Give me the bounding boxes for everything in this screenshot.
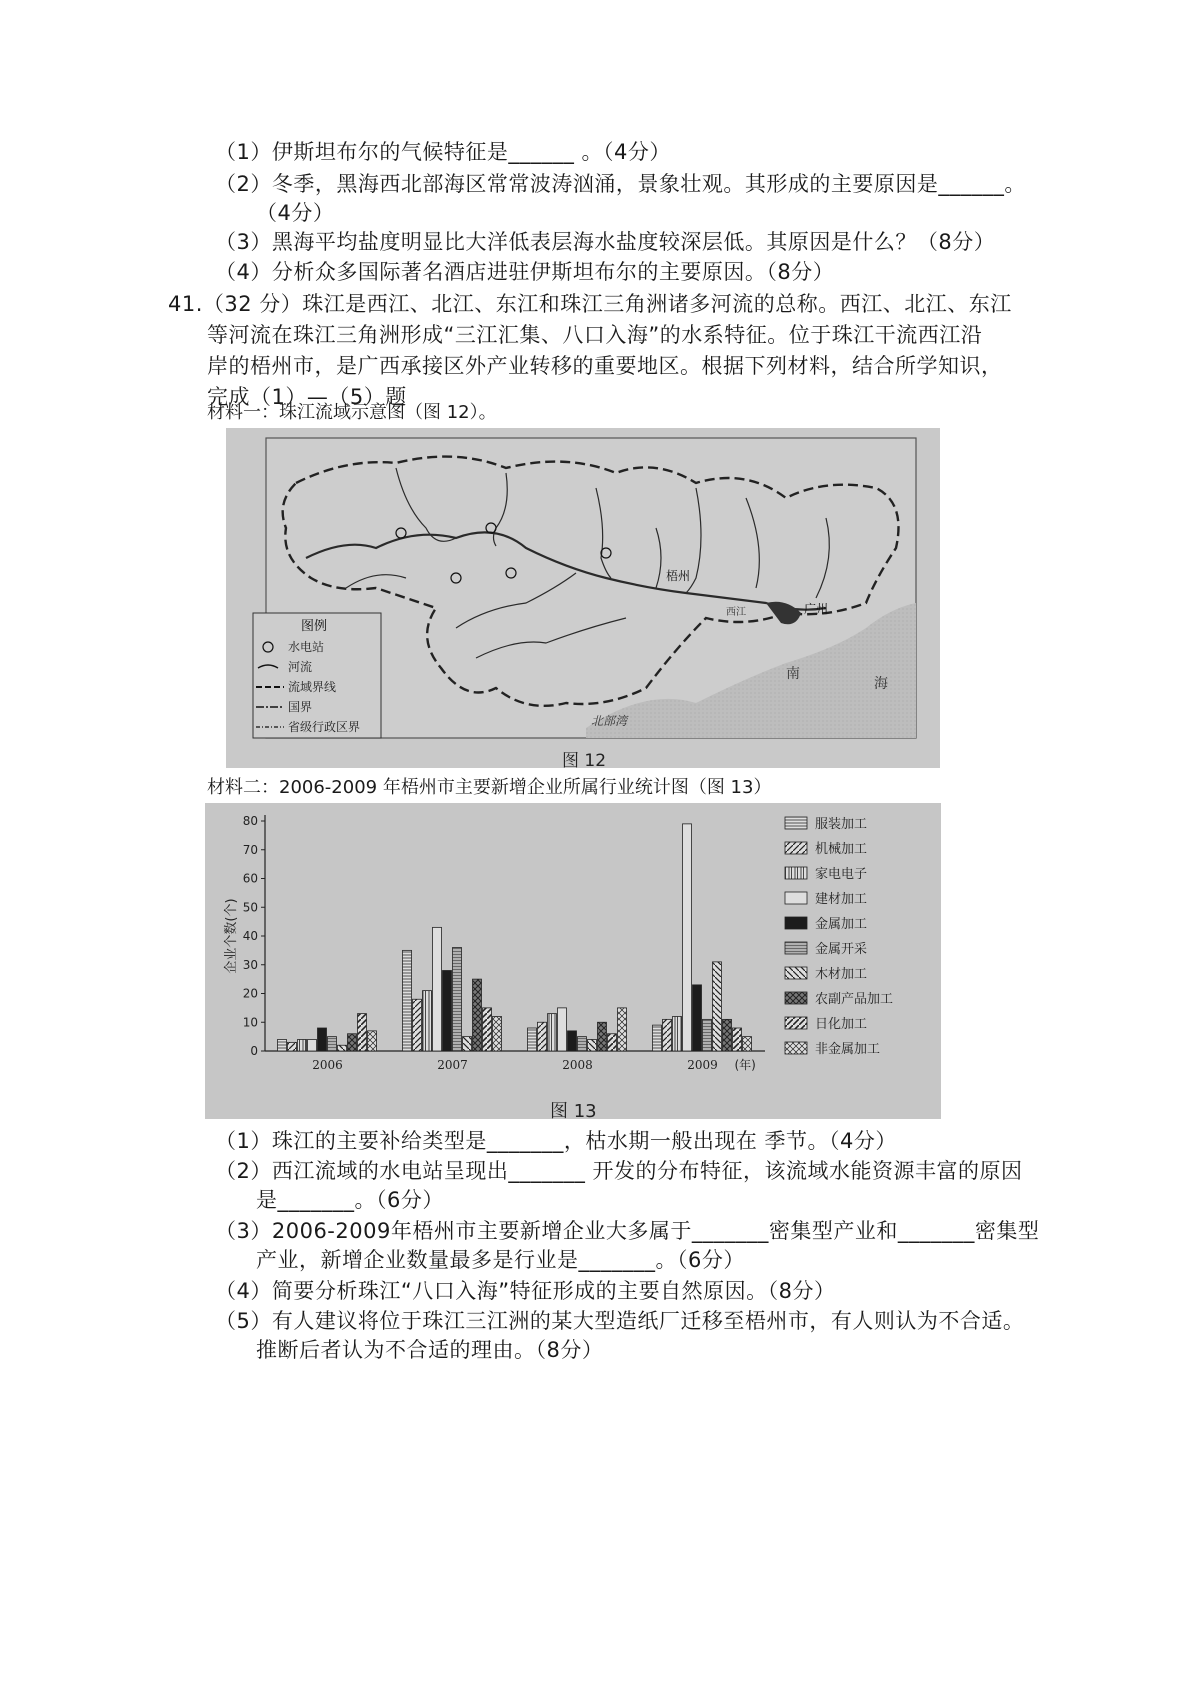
y-tick-label: 0: [250, 1044, 258, 1058]
bar-2006-8: [358, 1014, 367, 1051]
label-beibuwan: 北部湾: [591, 714, 628, 728]
bar-2008-3: [558, 1008, 567, 1051]
q41-line-4: 完成（1）—（5）题: [207, 385, 407, 409]
label-xijiang: 西江: [726, 607, 746, 618]
legend-title: 图例: [301, 619, 328, 634]
bar-chart-svg: [205, 803, 941, 1119]
bar-2006-9: [368, 1031, 377, 1051]
legend-label-6: 木材加工: [815, 967, 868, 982]
x-tick-label: 2007: [437, 1058, 468, 1072]
bar-2006-4: [318, 1028, 327, 1051]
material1-title: 材料一：珠江流域示意图（图 12）。: [207, 402, 497, 423]
map-svg: [226, 428, 940, 768]
bar-2007-7: [473, 979, 482, 1051]
bar-2009-7: [723, 1019, 732, 1051]
legend-label-5: 金属开采: [815, 942, 868, 957]
bar-2007-8: [483, 1008, 492, 1051]
label-guangzhou: 广州: [804, 602, 829, 616]
prev-question-4: （4）分析众多国际著名酒店进驻伊斯坦布尔的主要原因。（8分）: [215, 260, 835, 284]
map-legend: [253, 613, 381, 738]
sub-question-3: （3）2006-2009年梧州市主要新增企业大多属于_______密集型产业和_______密集型: [215, 1219, 1040, 1243]
bar-2009-0: [653, 1025, 662, 1051]
y-tick-label: 40: [242, 929, 258, 943]
x-tick-label: 2008: [562, 1058, 593, 1072]
legend-province: 省级行政区界: [288, 720, 361, 734]
chart-figure: [205, 803, 941, 1122]
bar-2008-2: [548, 1014, 557, 1051]
sub-question-1: （1）珠江的主要补给类型是_______，枯水期一般出现在 季节。（4分）: [215, 1129, 897, 1153]
y-tick-label: 10: [242, 1015, 258, 1030]
sub-question-2-cont: 是_______。（6分）: [256, 1188, 444, 1212]
sub-question-5-cont: 推断后者认为不合适的理由。（8分）: [256, 1338, 604, 1362]
bar-2008-6: [588, 1040, 597, 1052]
legend-swatch-9: [785, 1042, 807, 1054]
prev-question-1: （1）伊斯坦布尔的气候特征是______ 。（4分）: [215, 140, 671, 164]
bar-2007-3: [433, 927, 442, 1051]
sub-question-3-cont: 产业，新增企业数量最多是行业是_______。（6分）: [256, 1248, 745, 1272]
bar-2006-7: [348, 1034, 357, 1051]
legend-swatch-8: [785, 1017, 807, 1029]
legend-label-7: 农副产品加工: [815, 992, 894, 1007]
legend-swatch-5: [785, 942, 807, 954]
q41-line-2: 等河流在珠江三角洲形成“三江汇集、八口入海”的水系特征。位于珠江干流西江沿: [207, 323, 983, 347]
bar-2007-4: [443, 971, 452, 1052]
label-hai: 海: [874, 676, 888, 692]
bar-2008-4: [568, 1031, 577, 1051]
y-tick-label: 80: [242, 814, 258, 828]
legend-swatch-2: [785, 867, 807, 879]
bar-2009-3: [683, 824, 692, 1051]
bar-2006-1: [288, 1042, 297, 1051]
bar-2006-6: [338, 1045, 347, 1051]
bar-2009-1: [663, 1019, 672, 1051]
y-tick-label: 50: [242, 900, 258, 915]
prev-question-3: （3）黑海平均盐度明显比大洋低表层海水盐度较深层低。其原因是什么？（8分）: [215, 230, 996, 254]
bar-2007-0: [403, 950, 412, 1051]
legend-hydro: 水电站: [288, 640, 325, 654]
label-nan: 南: [786, 666, 800, 682]
legend-basin: 流域界线: [288, 680, 337, 694]
chart-caption: 图 13: [550, 1101, 597, 1122]
map-caption: 图 12: [562, 751, 607, 771]
bar-2007-5: [453, 948, 462, 1052]
legend-label-3: 建材加工: [815, 892, 868, 907]
legend-label-2: 家电电子: [815, 867, 868, 882]
y-tick-label: 20: [242, 986, 258, 1001]
legend-river: 河流: [288, 660, 313, 674]
bar-2006-0: [278, 1040, 287, 1052]
sub-question-5: （5）有人建议将位于珠江三江洲的某大型造纸厂迁移至梧州市，有人则认为不合适。: [215, 1309, 1025, 1333]
legend-label-8: 日化加工: [815, 1017, 868, 1032]
bar-2008-1: [538, 1022, 547, 1051]
map-figure: [226, 428, 940, 771]
legend-border: 国界: [288, 700, 313, 714]
q41-line-1: 41.（32 分）珠江是西江、北江、东江和珠江三角洲诸多河流的总称。西江、北江、东江: [168, 292, 1012, 316]
legend-swatch-6: [785, 967, 807, 979]
prev-question-2: （2）冬季，黑海西北部海区常常波涛汹涌，景象壮观。其形成的主要原因是______。: [215, 172, 1026, 196]
bar-2009-2: [673, 1017, 682, 1052]
y-tick-label: 60: [242, 871, 258, 886]
y-tick-label: 70: [242, 842, 258, 857]
sub-question-2: （2）西江流域的水电站呈现出_______ 开发的分布特征，该流域水能资源丰富的原因: [215, 1159, 1023, 1183]
bar-2007-2: [423, 991, 432, 1051]
bar-2007-9: [493, 1017, 502, 1052]
y-tick-label: 30: [242, 957, 258, 972]
bar-2009-4: [693, 985, 702, 1051]
bar-2007-1: [413, 999, 422, 1051]
label-wuzhou: 梧州: [666, 569, 691, 583]
bar-2007-6: [463, 1037, 472, 1051]
legend-swatch-3: [785, 892, 807, 904]
bar-2006-5: [328, 1037, 337, 1051]
q41-line-3: 岸的梧州市，是广西承接区外产业转移的重要地区。根据下列材料，结合所学知识，: [207, 354, 1003, 378]
legend-swatch-0: [785, 817, 807, 829]
prev-question-2-score: （4分）: [256, 201, 335, 225]
sub-question-4: （4）简要分析珠江“八口入海”特征形成的主要自然原因。（8分）: [215, 1279, 836, 1303]
bar-2008-5: [578, 1037, 587, 1051]
legend-swatch-7: [785, 992, 807, 1004]
bar-2009-8: [733, 1028, 742, 1051]
bar-2006-2: [298, 1040, 307, 1052]
bar-2008-7: [598, 1022, 607, 1051]
material2-title: 材料二：2006-2009 年梧州市主要新增企业所属行业统计图（图 13）: [207, 777, 772, 798]
legend-swatch-4: [785, 917, 807, 929]
bar-2008-8: [608, 1034, 617, 1051]
legend-label-1: 机械加工: [815, 842, 868, 857]
legend-label-9: 非金属加工: [815, 1042, 881, 1057]
x-axis-label: (年): [734, 1058, 756, 1072]
bar-2008-9: [618, 1008, 627, 1051]
x-tick-label: 2009: [687, 1058, 718, 1072]
x-tick-label: 2006: [312, 1058, 343, 1072]
legend-label-0: 服装加工: [815, 817, 868, 832]
legend-label-4: 金属加工: [815, 917, 868, 932]
bar-2009-9: [743, 1037, 752, 1051]
bar-2009-6: [713, 962, 722, 1051]
bar-2006-3: [308, 1040, 317, 1052]
y-axis-label: 企业个数(个): [224, 898, 239, 974]
legend-swatch-1: [785, 842, 807, 854]
bar-2009-5: [703, 1019, 712, 1051]
bar-2008-0: [528, 1028, 537, 1051]
